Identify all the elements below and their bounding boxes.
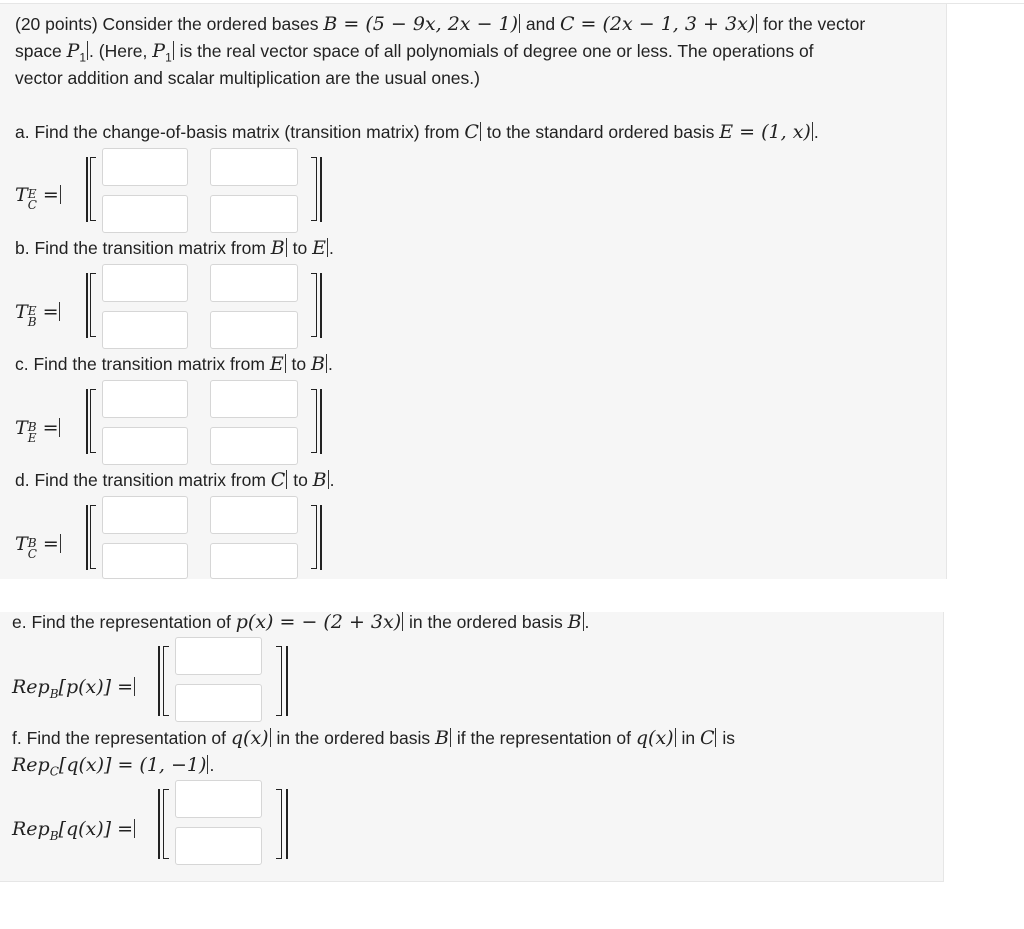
matrix-c-right-bracket	[311, 389, 317, 453]
matrix-a-left-bracket	[90, 157, 96, 221]
matrix-a-cell-22[interactable]	[210, 195, 298, 233]
part-c-label: T B E =	[15, 417, 59, 445]
part-c-prompt: c. Find the transition matrix from E to B .	[15, 353, 333, 375]
vector-f-right-bar	[286, 789, 288, 859]
matrix-a-right-bar	[320, 157, 322, 222]
vector-f-left-bracket	[163, 789, 169, 859]
vector-f-right-bracket	[276, 789, 282, 859]
part-a-label: T E C =	[15, 184, 59, 212]
matrix-c-left-bracket	[90, 389, 96, 453]
part-b-prompt: b. Find the transition matrix from B to E .	[15, 237, 334, 259]
matrix-b-cell-12[interactable]	[210, 264, 298, 302]
vector-f-left-bar	[158, 789, 160, 859]
matrix-a-cell-12[interactable]	[210, 148, 298, 186]
vector-e-left-bracket	[163, 646, 169, 716]
matrix-a-right-bracket	[311, 157, 317, 221]
matrix-d-left-bar	[86, 505, 88, 570]
vector-f-cell-2[interactable]	[175, 827, 262, 865]
matrix-d-right-bar	[320, 505, 322, 570]
intro-line-2: space $P_1$ . (Here, $P_1$ is the real vector space of all polynomials of degree one or less. The operations of	[15, 40, 814, 65]
part-b-label: T E B =	[15, 301, 59, 329]
vector-e-cell-1[interactable]	[175, 637, 262, 675]
vector-e-right-bracket	[276, 646, 282, 716]
matrix-b-left-bracket	[90, 273, 96, 337]
vector-e-cell-2[interactable]	[175, 684, 262, 722]
matrix-c-left-bar	[86, 389, 88, 454]
matrix-d-cell-22[interactable]	[210, 543, 298, 579]
matrix-c-cell-22[interactable]	[210, 427, 298, 465]
part-d-prompt: d. Find the transition matrix from C to B .	[15, 469, 335, 491]
part-e-prompt: e. Find the representation of p(x) = − (2 + 3x) in the ordered basis B .	[12, 611, 590, 633]
part-f-given: Rep$_C$[q(x)] = (1, −1) .	[12, 754, 215, 779]
vector-f-cell-1[interactable]	[175, 780, 262, 818]
matrix-c-cell-21[interactable]	[102, 427, 188, 465]
matrix-b-cell-22[interactable]	[210, 311, 298, 349]
matrix-d-cell-11[interactable]	[102, 496, 188, 534]
vector-e-right-bar	[286, 646, 288, 716]
intro-line-1: (20 points) Consider the ordered bases B = (5 − 9x, 2x − 1) and C = (2x − 1, 3 + 3x) for the vector	[15, 13, 866, 35]
matrix-a-cell-11[interactable]	[102, 148, 188, 186]
vector-e-left-bar	[158, 646, 160, 716]
part-a-prompt: a. Find the change-of-basis matrix (transition matrix) from C to the standard ordered basis E = (1, x) .	[15, 121, 819, 143]
matrix-a-cell-21[interactable]	[102, 195, 188, 233]
matrix-d-left-bracket	[90, 505, 96, 569]
matrix-c-cell-11[interactable]	[102, 380, 188, 418]
matrix-b-cell-11[interactable]	[102, 264, 188, 302]
part-e-label: Rep$_B$[p(x)] =	[12, 676, 134, 701]
part-d-label: T B C =	[15, 533, 59, 561]
intro-line-3: vector addition and scalar multiplication are the usual ones.)	[15, 68, 480, 88]
part-f-prompt: f. Find the representation of q(x) in the ordered basis B if the representation of q(x) in C is	[12, 727, 735, 749]
matrix-d-cell-21[interactable]	[102, 543, 188, 579]
part-f-label: Rep$_B$[q(x)] =	[12, 818, 134, 843]
matrix-a-left-bar	[86, 157, 88, 222]
matrix-b-right-bracket	[311, 273, 317, 337]
matrix-b-left-bar	[86, 273, 88, 338]
matrix-b-cell-21[interactable]	[102, 311, 188, 349]
matrix-b-right-bar	[320, 273, 322, 338]
matrix-c-cell-12[interactable]	[210, 380, 298, 418]
matrix-d-cell-12[interactable]	[210, 496, 298, 534]
matrix-d-right-bracket	[311, 505, 317, 569]
matrix-c-right-bar	[320, 389, 322, 454]
